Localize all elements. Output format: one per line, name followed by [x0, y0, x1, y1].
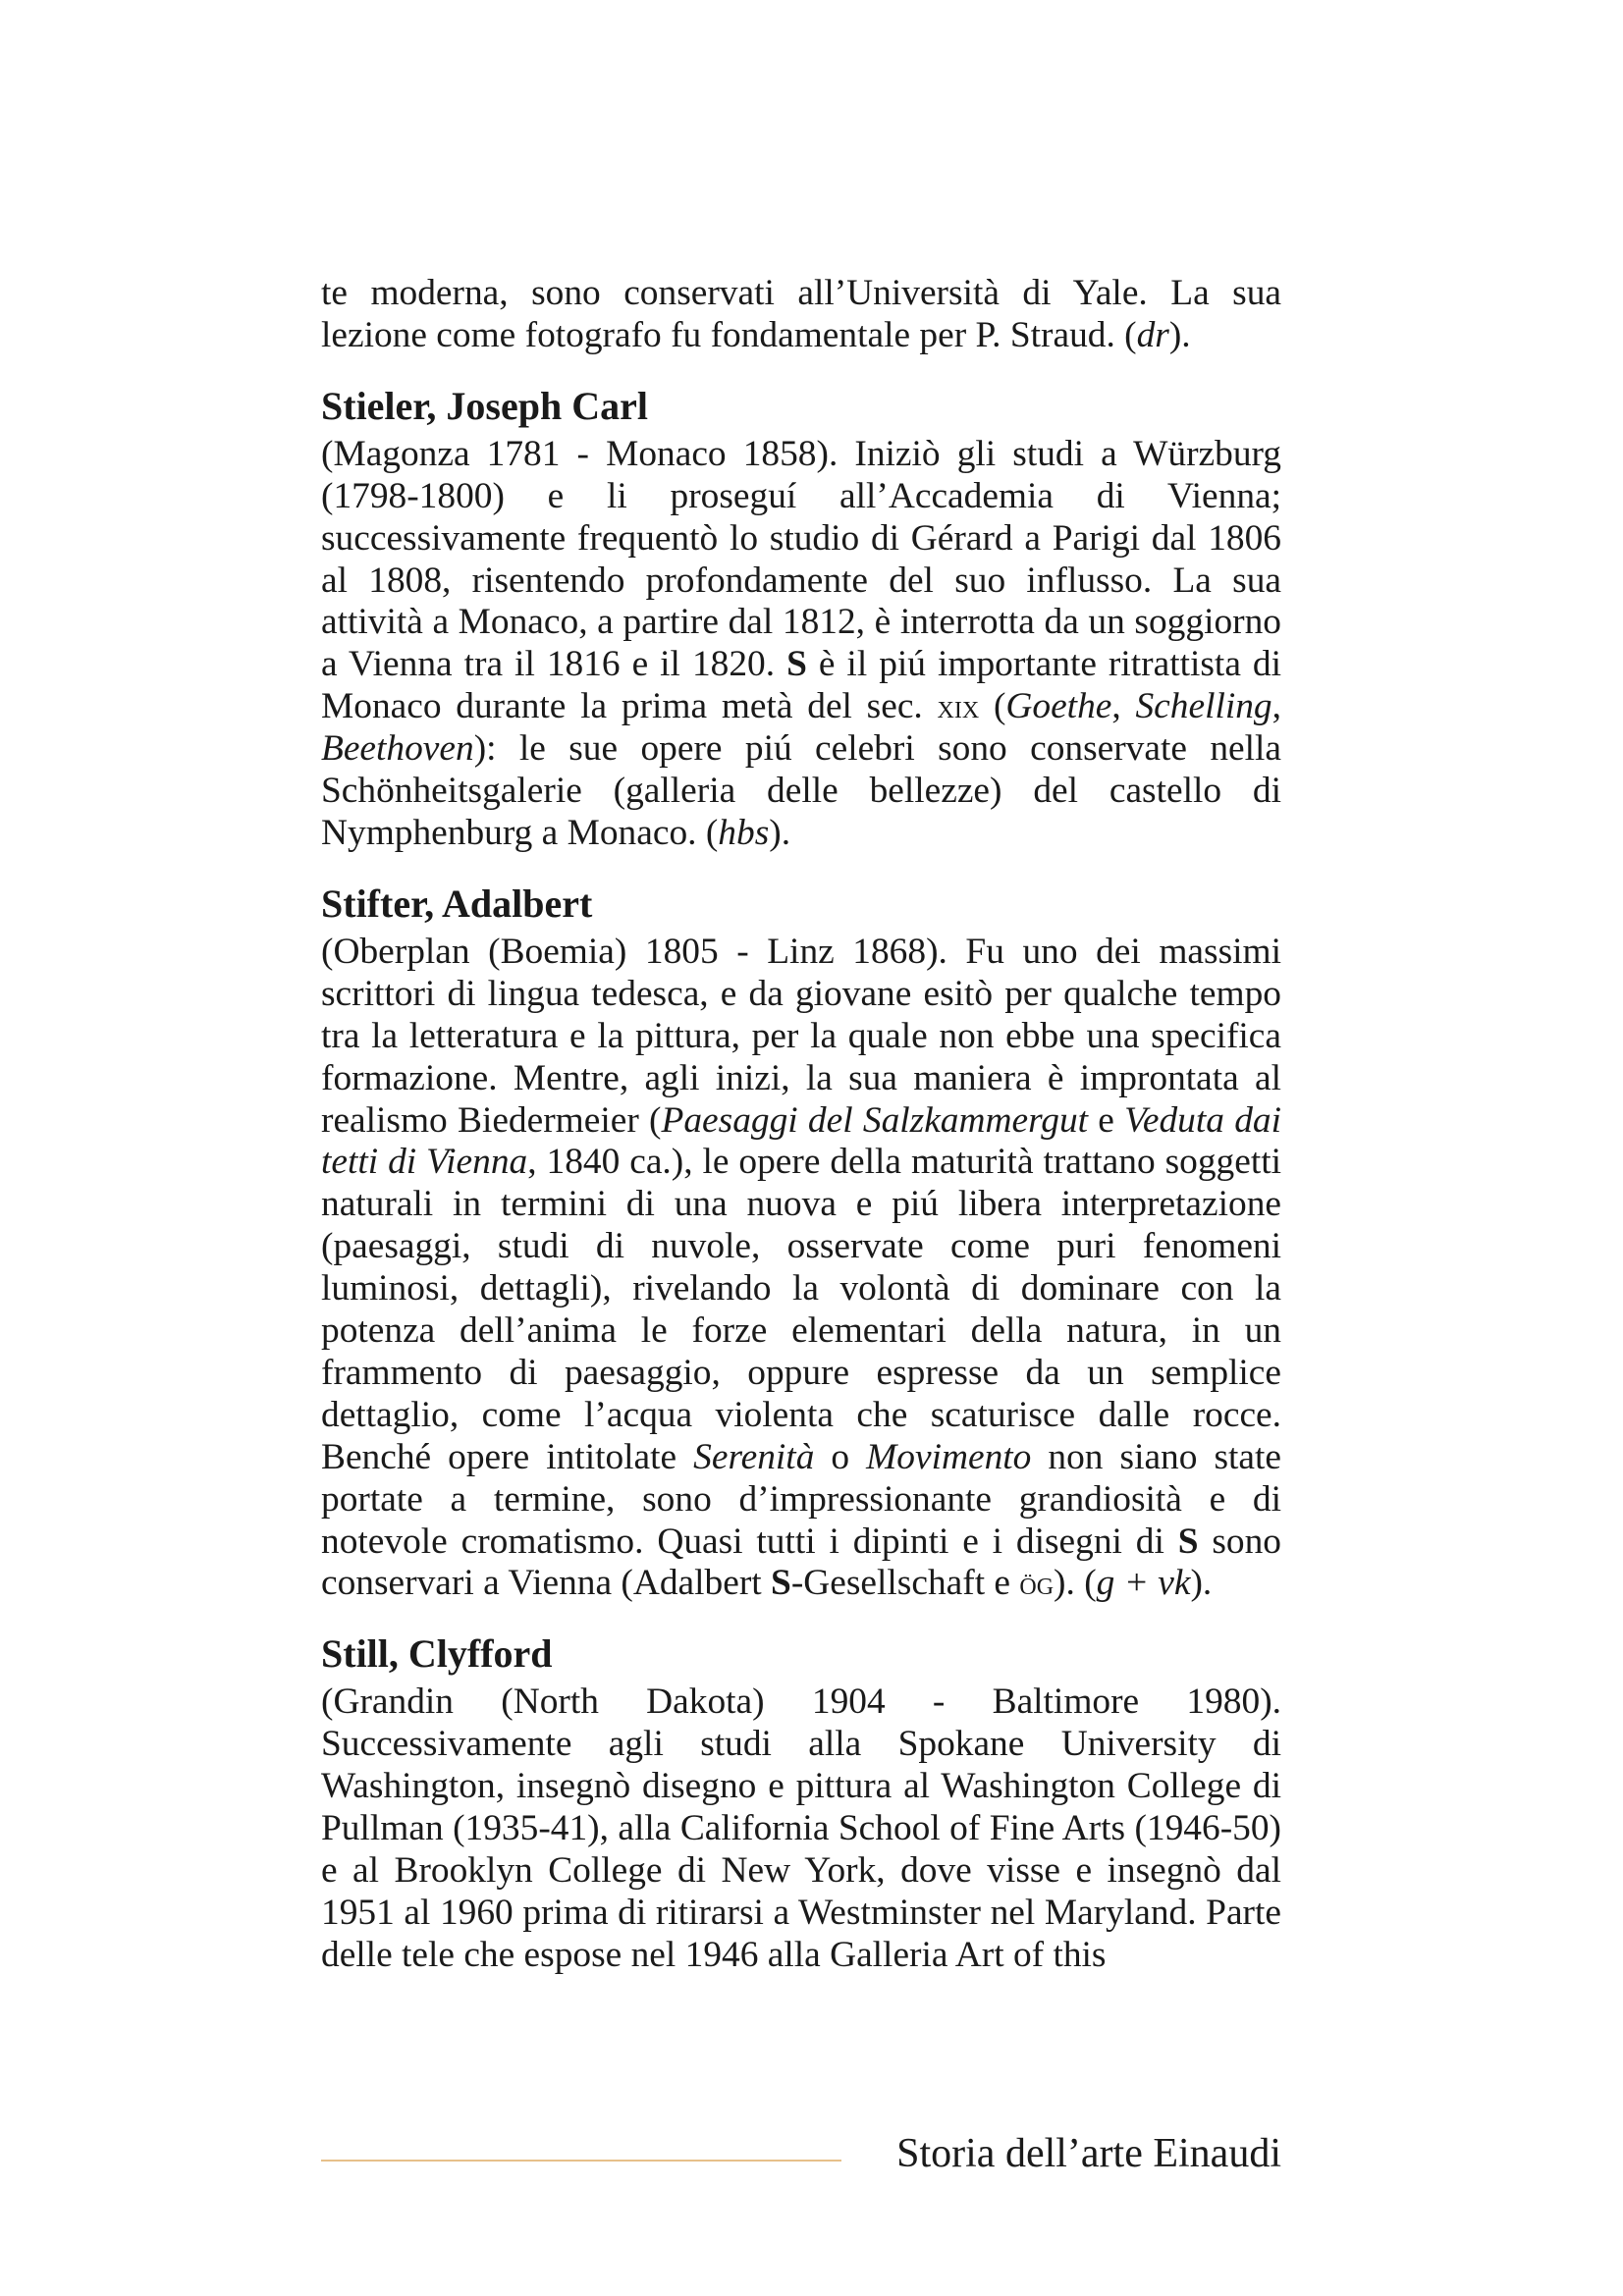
- entry-stieler: [321, 381, 1281, 855]
- entry-text: (Magonza 1781 - Monaco 1858). Iniziò gli studi a Würzburg (1798-1800) e li proseguí all’Accademia di Vienna; successivamente frequentò lo studio di Gérard a Parigi dal 1806 al 1808, risentendo profondamente del suo influsso. La sua attività a Monaco, a partire dal 1812, è interrotta da un soggiorno a Vienna tra il 1816 e il 1820. S è il piú importante ritrattista di Monaco durante la prima metà del sec. xix (Goethe, Schelling, Beethoven): le sue opere piú celebri sono conservate nella Schönheitsgalerie (galleria delle bellezze) del castello di Nymphenburg a Monaco. (hbs).: [321, 433, 1281, 853]
- entry-stifter: [321, 879, 1281, 1606]
- intro-tail: ).: [1168, 314, 1191, 355]
- entry-still: [321, 1629, 1281, 1976]
- footer-divider: [321, 2160, 841, 2162]
- entry-author-initials: g + vk: [1096, 1563, 1191, 1604]
- entry-text: (Grandin (North Dakota) 1904 - Baltimore 1980). Successivamente agli studi alla Spokane University di Washington, insegnò disegno e pittura al Washington College di Pullman (1935-41), alla California School of Fine Arts (1946-50) e al Brooklyn College di New York, dove visse e insegnò dal 1951 al 1960 prima di ritirarsi a Westminster nel Maryland. Parte delle tele che espose nel 1946 alla Galleria Art of this: [321, 1682, 1281, 1975]
- intro-author-initials: dr: [1136, 314, 1169, 355]
- page-footer: [321, 2126, 1281, 2185]
- intro-paragraph: [321, 273, 1281, 357]
- intro-text: te moderna, sono conservati all’Università di Yale. La sua lezione come fotografo fu fondamentale per P. Straud. (: [321, 273, 1281, 355]
- entry-author-initials: hbs: [718, 812, 770, 853]
- footer-publication-title: Storia dell’arte Einaudi: [896, 2131, 1281, 2176]
- entry-heading: Still, Clyfford: [321, 1631, 553, 1677]
- entry-heading: Stieler, Joseph Carl: [321, 383, 648, 428]
- entry-heading: Stifter, Adalbert: [321, 881, 593, 926]
- page-body: [321, 273, 1281, 1977]
- entry-text: (Oberplan (Boemia) 1805 - Linz 1868). Fu uno dei massimi scrittori di lingua tedesca, e da giovane esitò per qualche tempo tra la letteratura e la pittura, per la quale non ebbe una specifica formazione. Mentre, agli inizi, la sua maniera è improntata al realismo Biedermeier (Paesaggi del Salzkammergut e Veduta dai tetti di Vienna, 1840 ca.), le opere della maturità trattano soggetti naturali in termini di una nuova e piú libera interpretazione (paesaggi, studi di nuvole, osservate come puri fenomeni luminosi, dettagli), rivelando la volontà di dominare con la potenza dell’anima le forze elementari della natura, in un frammento di paesaggio, oppure espresse da un semplice dettaglio, come l’acqua violenta che scaturisce dalle rocce. Benché opere intitolate Serenità o Movimento non siano state portate a termine, sono d’impressionante grandiosità e di notevole cromatismo. Quasi tutti i dipinti e i disegni di S sono conservari a Vienna (Adalbert S-Gesellschaft e ög). (g + vk).: [321, 931, 1281, 1604]
